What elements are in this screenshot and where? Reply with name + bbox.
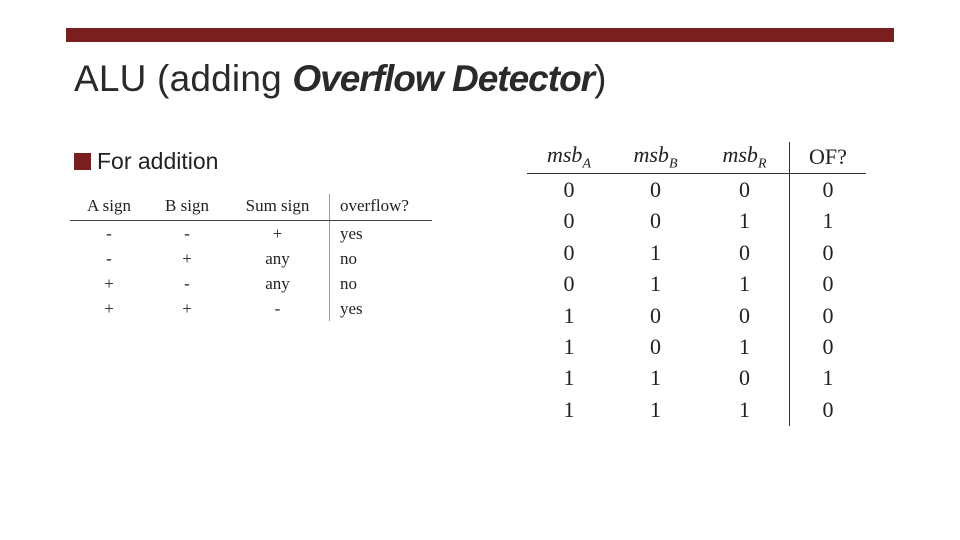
header-msb-a xyxy=(527,142,611,174)
cell: 0 xyxy=(739,239,750,265)
cell: 1 xyxy=(650,239,661,265)
msb-truth-table xyxy=(527,142,866,426)
bullet-item xyxy=(74,148,218,175)
bullet-text: For addition xyxy=(97,148,219,174)
cell: 0 xyxy=(563,271,575,297)
accent-bar xyxy=(66,28,894,42)
table-row xyxy=(527,363,866,394)
cell: 1 xyxy=(739,208,750,234)
cell: - xyxy=(274,299,281,318)
table-row xyxy=(527,269,866,300)
table-row xyxy=(70,296,432,321)
cell: - xyxy=(106,249,112,268)
table-header-row xyxy=(527,142,866,174)
cell: any xyxy=(265,274,290,293)
cell: 0 xyxy=(790,174,867,206)
header-base: msb xyxy=(546,142,583,167)
cell: 0 xyxy=(563,239,575,265)
cell: 1 xyxy=(650,365,661,391)
cell: 0 xyxy=(650,177,661,203)
cell: 1 xyxy=(563,302,575,328)
cell: 0 xyxy=(790,269,867,300)
table-header-row xyxy=(70,194,432,221)
cell: 0 xyxy=(650,302,661,328)
cell: 1 xyxy=(563,365,575,391)
header-sub: B xyxy=(668,156,678,172)
title-emphasis: Overflow Detector xyxy=(292,58,595,99)
cell: 0 xyxy=(650,334,661,360)
checkbox-bullet-icon xyxy=(74,153,91,170)
cell: + xyxy=(272,224,283,243)
cell: 1 xyxy=(563,334,575,360)
cell: 0 xyxy=(650,208,661,234)
cell: any xyxy=(265,249,290,268)
cell: 1 xyxy=(650,271,661,297)
cell: 1 xyxy=(790,206,867,237)
header-sub: A xyxy=(582,156,591,172)
title-prefix: ALU (adding xyxy=(74,58,293,99)
cell: 1 xyxy=(650,396,661,422)
cell: 0 xyxy=(790,237,867,268)
cell: - xyxy=(106,224,112,243)
cell: + xyxy=(104,274,114,293)
table-row xyxy=(527,174,866,206)
sign-overflow-table xyxy=(70,194,432,321)
header-of: OF? xyxy=(790,142,867,174)
cell: 0 xyxy=(790,300,867,331)
header-msb-b xyxy=(611,142,700,174)
header-b-sign: B sign xyxy=(148,194,226,221)
cell: + xyxy=(104,299,114,318)
header-overflow: overflow? xyxy=(330,194,433,221)
table-row xyxy=(527,394,866,425)
cell: 0 xyxy=(563,177,575,203)
slide-title xyxy=(74,58,607,100)
header-base: msb xyxy=(633,142,669,167)
cell: no xyxy=(330,271,433,296)
table-row xyxy=(70,271,432,296)
table-row xyxy=(70,221,432,247)
cell: yes xyxy=(330,221,433,247)
cell: - xyxy=(184,224,190,243)
cell: 0 xyxy=(739,365,750,391)
cell: 1 xyxy=(790,363,867,394)
header-a-sign: A sign xyxy=(70,194,148,221)
cell: 1 xyxy=(739,271,750,297)
cell: + xyxy=(182,299,192,318)
cell: - xyxy=(184,274,190,293)
header-sub: R xyxy=(757,156,767,172)
header-base: msb xyxy=(722,142,758,167)
cell: yes xyxy=(330,296,433,321)
table-row xyxy=(527,206,866,237)
cell: 0 xyxy=(790,331,867,362)
table-row xyxy=(70,246,432,271)
title-suffix: ) xyxy=(594,58,607,99)
cell: no xyxy=(330,246,433,271)
cell: 1 xyxy=(563,396,575,422)
cell: + xyxy=(182,249,192,268)
cell: 0 xyxy=(790,394,867,425)
cell: 0 xyxy=(563,208,575,234)
cell: 1 xyxy=(739,396,750,422)
table-row xyxy=(527,237,866,268)
header-msb-r xyxy=(700,142,790,174)
cell: 0 xyxy=(739,177,750,203)
header-sum-sign: Sum sign xyxy=(226,194,330,221)
table-row xyxy=(527,331,866,362)
table-row xyxy=(527,300,866,331)
cell: 1 xyxy=(739,334,750,360)
cell: 0 xyxy=(739,302,750,328)
